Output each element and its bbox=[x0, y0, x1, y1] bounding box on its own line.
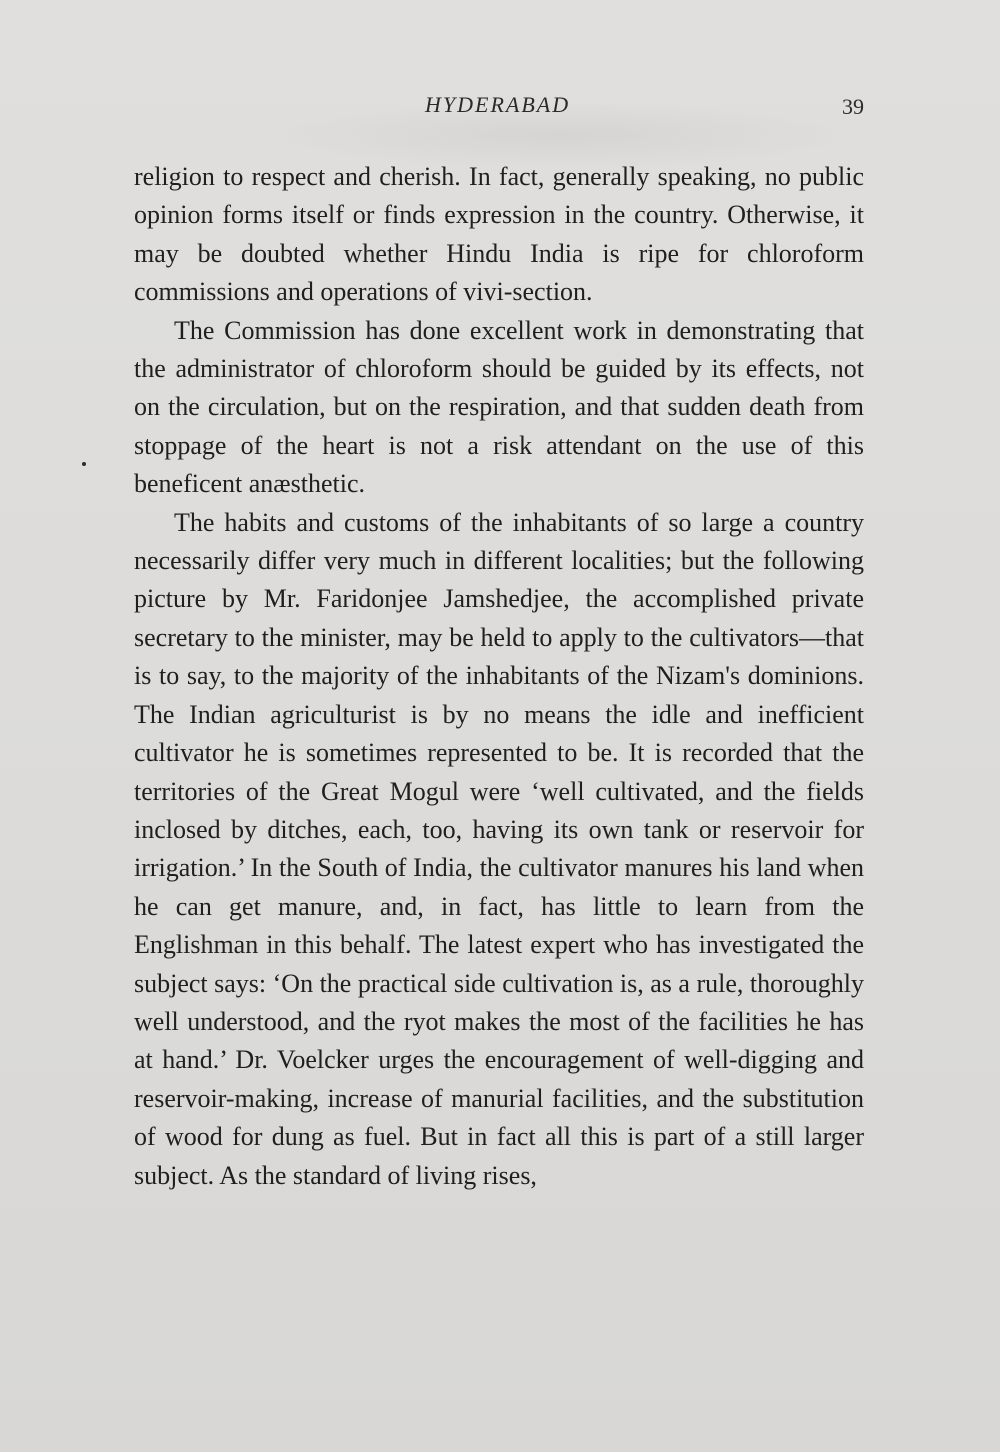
ink-speck bbox=[82, 462, 86, 466]
page-number: 39 bbox=[842, 94, 864, 119]
paragraph-1: religion to respect and cherish. In fact, generally speaking, no public opinion forms itself or finds expression in the country. Otherwise, it may be doubted whether Hindu India is ripe for chloroform commissions and operations of vivi-section. bbox=[134, 162, 864, 307]
paragraph-2: The Commission has done excellent work in demonstrating that the administrator of chloroform should be guided by its effects, not on the circulation, but on the respiration, and that sudden death from stoppage of the heart is not a risk attendant on the use of this beneficent anæsthetic. bbox=[134, 315, 864, 499]
page-header bbox=[0, 88, 1000, 128]
body-text bbox=[134, 158, 864, 1195]
paragraph-3: The habits and customs of the inhabitants of so large a country necessarily differ very much in different localities; but the following picture by Mr. Faridonjee Jamshedjee, the accomplished private secretary to the minister, may be held to apply to the cultivators—that is to say, to the majority of the inhabitants of the Nizam's dominions. The Indian agriculturist is by no means the idle and inefficient cultivator he is sometimes represented to be. It is recorded that the territories of the Great Mogul were ‘well cultivated, and the fields inclosed by ditches, each, too, having its own tank or reservoir for irrigation.’ In the South of India, the cultivator manures his land when he can get manure, and, in fact, has little to learn from the Englishman in this behalf. The latest expert who has investigated the subject says: ‘On the practical side cultivation is, as a rule, thoroughly well understood, and the ryot makes the most of the facilities he has at hand.’ Dr. Voelcker urges the encouragement of well-digging and reservoir-making, increase of manurial facilities, and the substitution of wood for dung as fuel. But in fact all this is part of a still larger subject. As the standard of living rises, bbox=[134, 507, 864, 1190]
running-head: HYDERABAD bbox=[425, 92, 571, 117]
